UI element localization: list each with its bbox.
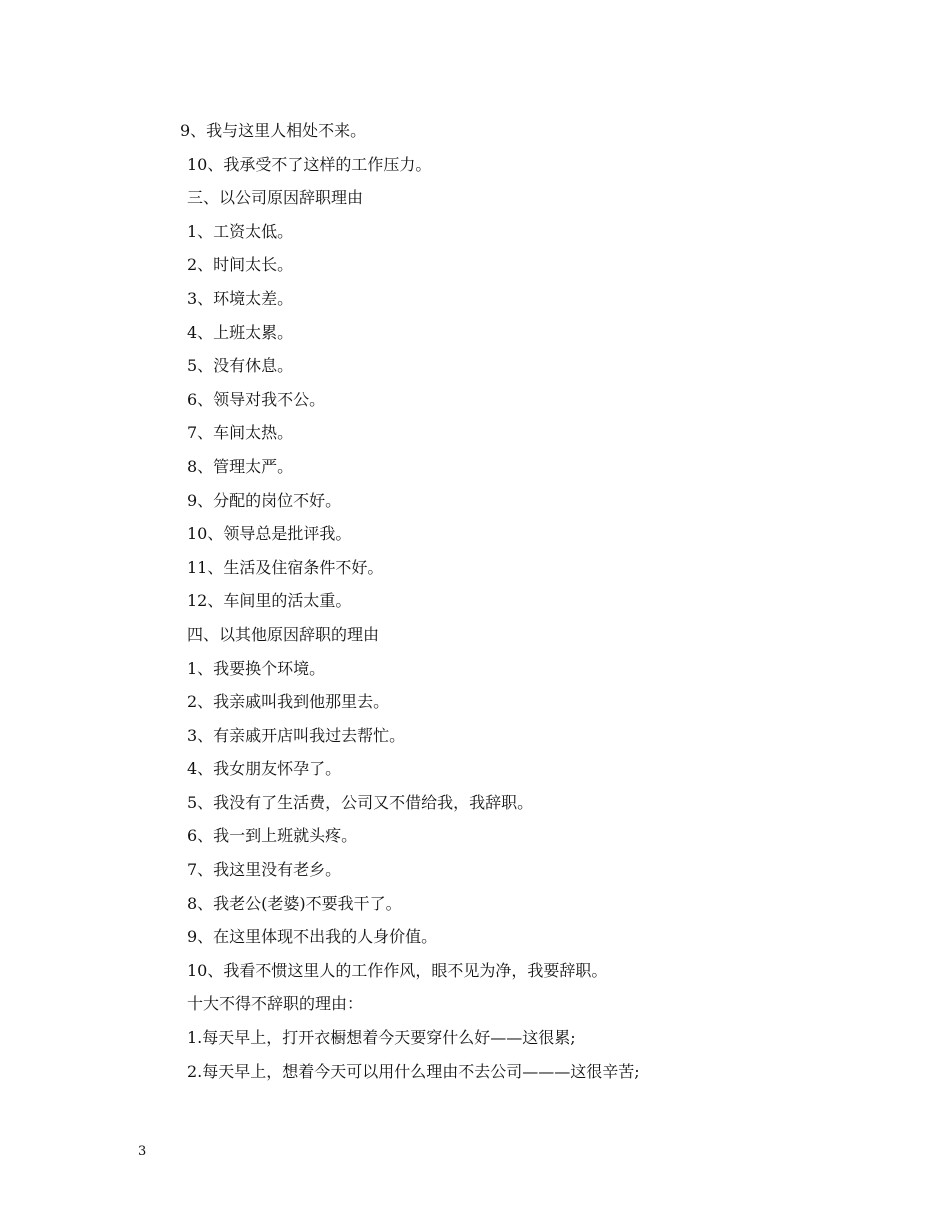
document-body [180,114,880,1088]
list-item: 1.每天早上，打开衣橱想着今天要穿什么好——这很累; [187,1028,576,1048]
list-item: 1、我要换个环境。 [187,658,326,678]
list-item: 2.每天早上，想着今天可以用什么理由不去公司———这很辛苦; [187,1061,640,1081]
list-item: 10、领导总是批评我。 [187,524,352,544]
list-item: 7、我这里没有老乡。 [187,860,342,880]
list-item: 7、车间太热。 [187,423,294,443]
list-item: 8、我老公(老婆)不要我干了。 [187,893,402,913]
list-item: 1、工资太低。 [187,221,294,241]
list-item: 5、没有休息。 [187,356,294,376]
section-heading: 四、以其他原因辞职的理由 [187,624,380,644]
section-heading: 三、以公司原因辞职理由 [187,188,364,208]
page-number: 3 [138,1144,147,1159]
section-heading: 十大不得不辞职的理由： [187,994,364,1014]
list-item: 2、我亲戚叫我到他那里去。 [187,692,390,712]
list-item: 12、车间里的活太重。 [187,591,352,611]
list-item: 2、时间太长。 [187,255,294,275]
text-line: 10、我承受不了这样的工作压力。 [187,154,432,174]
list-item: 5、我没有了生活费，公司又不借给我，我辞职。 [187,792,534,812]
text-line: 9、我与这里人相处不来。 [180,121,367,140]
list-item: 6、领导对我不公。 [187,389,326,409]
list-item: 9、在这里体现不出我的人身价值。 [187,927,438,947]
list-item: 3、有亲戚开店叫我过去帮忙。 [187,725,406,745]
list-item: 11、生活及住宿条件不好。 [187,557,384,577]
list-item: 8、管理太严。 [187,456,294,476]
list-item: 6、我一到上班就头疼。 [187,826,358,846]
list-item: 10、我看不惯这里人的工作作风，眼不见为净，我要辞职。 [187,960,608,980]
list-item: 3、环境太差。 [187,288,294,308]
list-item: 9、分配的岗位不好。 [187,490,342,510]
list-item: 4、上班太累。 [187,322,294,342]
list-item: 4、我女朋友怀孕了。 [187,759,342,779]
